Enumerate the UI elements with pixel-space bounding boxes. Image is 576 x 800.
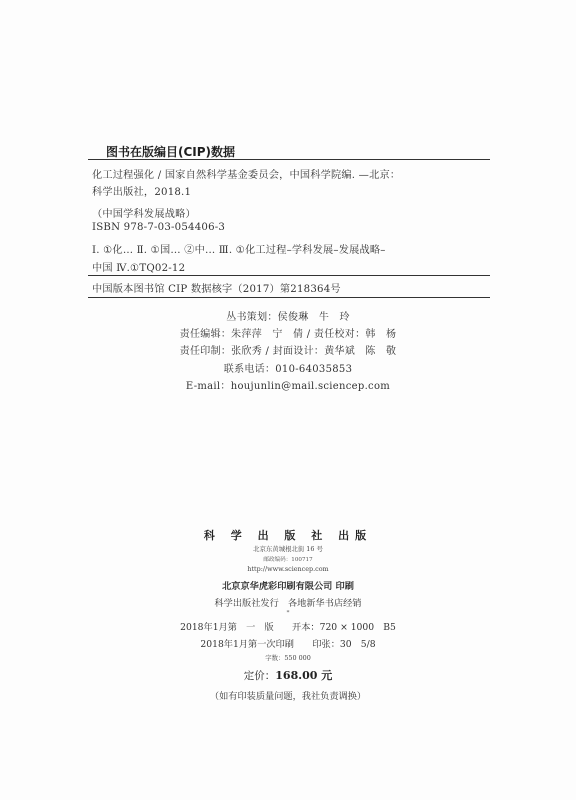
print-line: 2018年1月第一次印刷 印张：30 5/8 [200, 639, 376, 650]
cip-line-6: 中国 Ⅳ.①TQ02-12 [92, 263, 186, 274]
cip-line-3: （中国学科发展战略） [92, 209, 196, 220]
cip-line-2: 科学出版社，2018.1 [92, 187, 192, 198]
separator-mark: * [286, 610, 290, 616]
cip-line-1: 化工过程强化 / 国家自然科学基金委员会，中国科学院编. —北京： [92, 170, 401, 181]
quality-notice: （如有印装质量问题，我社负责调换） [209, 691, 367, 702]
printer: 北京京华虎彩印刷有限公司 印刷 [222, 581, 354, 592]
contact-phone: 联系电话：010-64035853 [223, 364, 353, 375]
price [0, 667, 576, 683]
price-label: 定价： [243, 670, 276, 682]
contact-email: E-mail：houjunlin@mail.sciencep.com [185, 381, 391, 392]
publisher-website: http://www.sciencep.com [247, 565, 329, 573]
cip-middle-rule [88, 275, 490, 276]
publisher-address: 北京东黄城根北街 16 号 [253, 545, 323, 553]
word-count: 字数：550 000 [265, 654, 311, 662]
edition-line: 2018年1月第 一 版 开本：720 × 1000 B5 [180, 622, 396, 633]
cip-heading: 图书在版编目(CIP)数据 [106, 145, 236, 159]
publisher-postcode: 邮政编码：100717 [263, 557, 313, 563]
distribution: 科学出版社发行 各地新华书店经销 [214, 598, 362, 609]
cip-record-number: 中国版本图书馆 CIP 数据核字（2017）第218364号 [92, 284, 341, 295]
print-and-cover-credits: 责任印制：张欣秀 / 封面设计：黄华斌 陈 敬 [179, 346, 397, 357]
cip-line-5: Ⅰ. ①化… Ⅱ. ①国… ②中… Ⅲ. ①化工过程–学科发展–发展战略– [92, 245, 386, 256]
series-planning: 丛书策划：侯俊琳 牛 玲 [226, 312, 350, 323]
cip-bottom-rule [88, 297, 490, 298]
publisher-name: 科 学 出 版 社 出版 [203, 529, 373, 542]
cip-isbn: ISBN 978-7-03-054406-3 [92, 222, 226, 233]
price-value: 168.00 元 [275, 669, 333, 682]
responsible-editors: 责任编辑：朱萍萍 宁 倩 / 责任校对：韩 杨 [179, 329, 397, 340]
cip-top-rule [88, 159, 490, 160]
